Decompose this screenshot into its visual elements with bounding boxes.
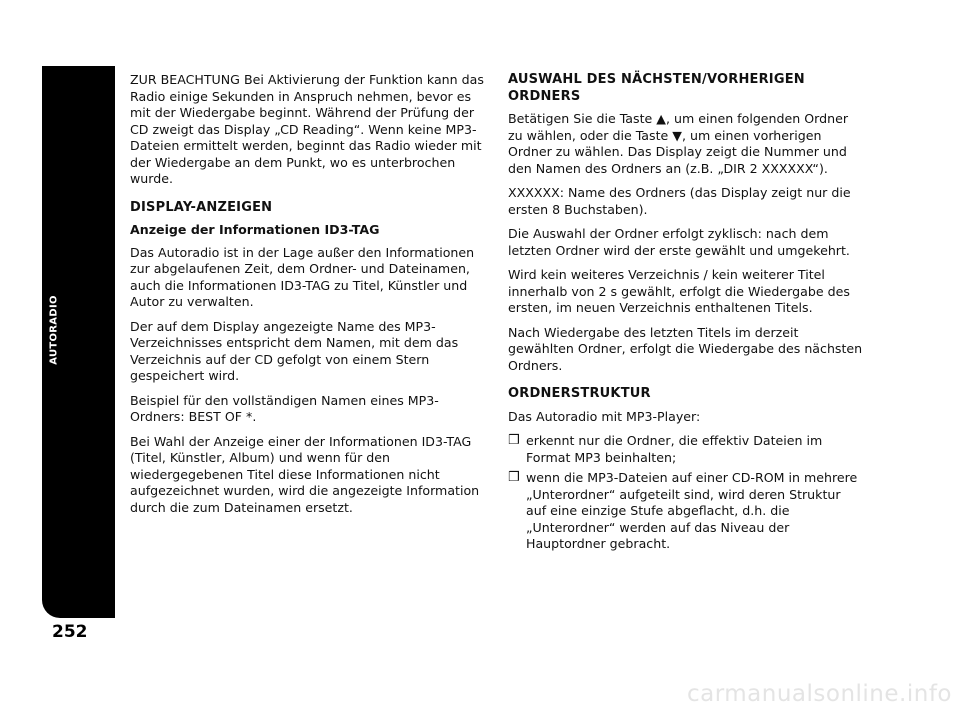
checkbox-bullet-icon: ❒ [508, 470, 520, 485]
paragraph: Nach Wiedergabe des letzten Titels im derzeit gewählten Ordner, erfolgt die Wiedergabe des nächsten Ordners. [508, 324, 863, 373]
paragraph: Betätigen Sie die Taste ▲, um einen folgenden Ordner zu wählen, oder die Taste ▼, um einen vorherigen Ordner zu wählen. Das Display zeigt die Nummer und den Namen des Ordners an (z.B. „DIR 2 XXXXXX“). [508, 111, 849, 176]
checkbox-bullet-icon: ❒ [508, 433, 520, 448]
left-column [130, 72, 485, 524]
list-item [508, 433, 863, 466]
paragraph: XXXXXX: Name des Ordners (das Display zeigt nur die ersten 8 Buchstaben). [508, 185, 851, 217]
subheading-id3: Anzeige der Informationen ID3-TAG [130, 222, 380, 237]
right-column [508, 72, 863, 557]
paragraph: Der auf dem Display angezeigte Name des MP3-Verzeichnisses entspricht dem Namen, mit dem das Verzeichnis auf der CD gefolgt von einem Stern gespeichert wird. [130, 318, 459, 383]
paragraph: Die Auswahl der Ordner erfolgt zyklisch: nach dem letzten Ordner wird der erste gewählt und umgekehrt. [508, 226, 850, 258]
paragraph: Wird kein weiteres Verzeichnis / kein weiterer Titel innerhalb von 2 s gewählt, erfolgt die Wiedergabe des ersten, im neuen Verzeichnis enthaltenen Titels. [508, 267, 850, 315]
section-heading-display: DISPLAY-ANZEIGEN [130, 199, 273, 215]
watermark: carmanualsonline.info [686, 681, 952, 707]
list-item [508, 470, 863, 553]
paragraph: Das Autoradio mit MP3-Player: [508, 408, 701, 424]
list-item-text: erkennt nur die Ordner, die effektiv Dateien im Format MP3 beinhalten; [526, 433, 823, 465]
bullet-list [508, 433, 863, 553]
note-paragraph: ZUR BEACHTUNG Bei Aktivierung der Funktion kann das Radio einige Sekunden in Anspruch nehmen, bevor es mit der Wiedergabe beginnt. Während der Prüfung der CD zweigt das Display „CD Reading“. Wenn keine MP3-Dateien ermittelt werden, beginnt das Radio wieder mit der Wiedergabe an dem Punkt, wo es unterbrochen wurde. [130, 72, 484, 186]
paragraph: Das Autoradio ist in der Lage außer den Informationen zur abgelaufenen Zeit, dem Ordner- und Dateinamen, auch die Informationen ID3-TAG zu Titel, Künstler und Autor zu verwalten. [130, 244, 475, 309]
sidebar-label: AUTORADIO [48, 295, 60, 365]
page-number: 252 [52, 622, 88, 642]
list-item-text: wenn die MP3-Dateien auf einer CD-ROM in mehrere „Unterordner“ aufgeteilt sind, wird deren Struktur auf eine einzige Stufe abgeflacht, d.h. die „Unterordner“ werden auf das Niveau der Hauptordner gebracht. [526, 470, 858, 551]
section-heading-struktur: ORDNERSTRUKTUR [508, 386, 651, 401]
paragraph: Beispiel für den vollständigen Namen eines MP3-Ordners: BEST OF *. [130, 392, 439, 424]
paragraph: Bei Wahl der Anzeige einer der Informationen ID3-TAG (Titel, Künstler, Album) und wenn für den wiedergegebenen Titel diese Informationen nicht aufgezeichnet wurden, wird die angezeigte Information durch die zum Dateinamen ersetzt. [130, 433, 480, 515]
section-heading-auswahl: AUSWAHL DES NÄCHSTEN/VORHERIGEN ORDNERS [508, 72, 805, 104]
